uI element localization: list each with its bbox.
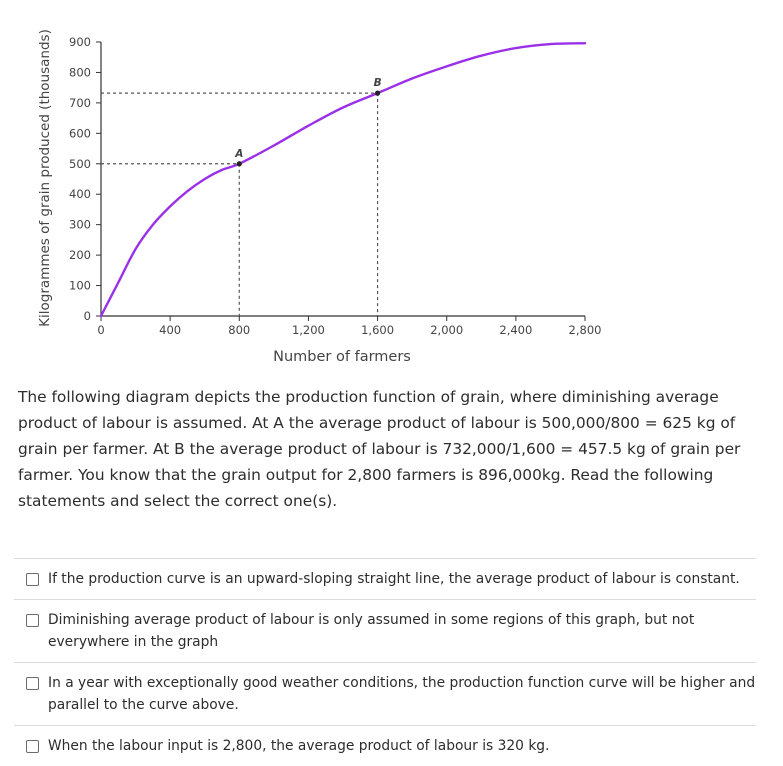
option-2-label: Diminishing average product of labour is only assumed in some regions of this graph, but not everywhere in the graph [48, 612, 695, 650]
y-tick-label: 900 [69, 35, 91, 49]
x-axis-label: Number of farmers [273, 349, 411, 365]
option-4[interactable] [14, 725, 756, 766]
chart-axes [101, 42, 585, 316]
option-1-label: If the production curve is an upward-sloping straight line, the average product of labour is constant. [48, 571, 740, 587]
option-3-label: In a year with exceptionally good weather conditions, the production function curve will be higher and parallel to the curve above. [48, 675, 756, 713]
y-tick-label: 700 [69, 95, 91, 110]
y-axis-label: Kilogrammes of grain produced (thousands) [37, 29, 53, 327]
option-2[interactable] [14, 599, 756, 662]
point-a-marker [237, 161, 242, 166]
point-b-marker [375, 91, 380, 96]
y-tick-label: 0 [83, 309, 91, 323]
x-tick-label: 2,400 [499, 323, 533, 337]
series-group [101, 43, 585, 316]
option-1[interactable] [14, 558, 756, 599]
answer-options [14, 558, 756, 766]
option-3-checkbox[interactable] [26, 677, 39, 690]
x-axis-ticks [97, 316, 601, 337]
y-tick-label: 600 [69, 126, 91, 141]
option-2-checkbox[interactable] [26, 614, 39, 627]
option-4-checkbox[interactable] [26, 740, 39, 753]
y-axis-ticks [69, 35, 101, 323]
y-tick-label: 300 [69, 217, 91, 232]
production-curve [101, 43, 585, 316]
x-tick-label: 2,000 [430, 323, 464, 337]
y-tick-label: 500 [69, 156, 91, 171]
x-tick-label: 2,800 [568, 323, 602, 337]
x-tick-label: 1,200 [291, 323, 325, 337]
question-text: The following diagram depicts the production function of grain, where diminishing average product of labour is assumed. At A the average product of labour is 500,000/800 = 625 kg of grain per farmer. At B the average product of labour is 732,000/1,600 = 457.5 kg of grain per farmer. You know that the grain output for 2,800 farmers is 896,000kg. Read the following statements and select the correct one(s). [18, 388, 741, 510]
x-tick-label: 1,600 [361, 323, 395, 337]
point-a-label: A [235, 147, 244, 160]
production-function-chart [0, 0, 783, 372]
point-markers [234, 77, 381, 166]
y-tick-label: 400 [69, 187, 91, 202]
point-b-label: B [373, 77, 382, 90]
option-4-label: When the labour input is 2,800, the average product of labour is 320 kg. [48, 738, 550, 754]
y-tick-label: 100 [69, 278, 91, 293]
option-1-checkbox[interactable] [26, 573, 39, 586]
y-tick-label: 800 [69, 65, 91, 80]
y-tick-label: 200 [69, 248, 91, 263]
option-3[interactable] [14, 662, 756, 725]
x-tick-label: 0 [97, 323, 105, 337]
x-tick-label: 400 [159, 323, 182, 337]
guide-lines [101, 93, 378, 316]
x-tick-label: 800 [228, 323, 251, 337]
